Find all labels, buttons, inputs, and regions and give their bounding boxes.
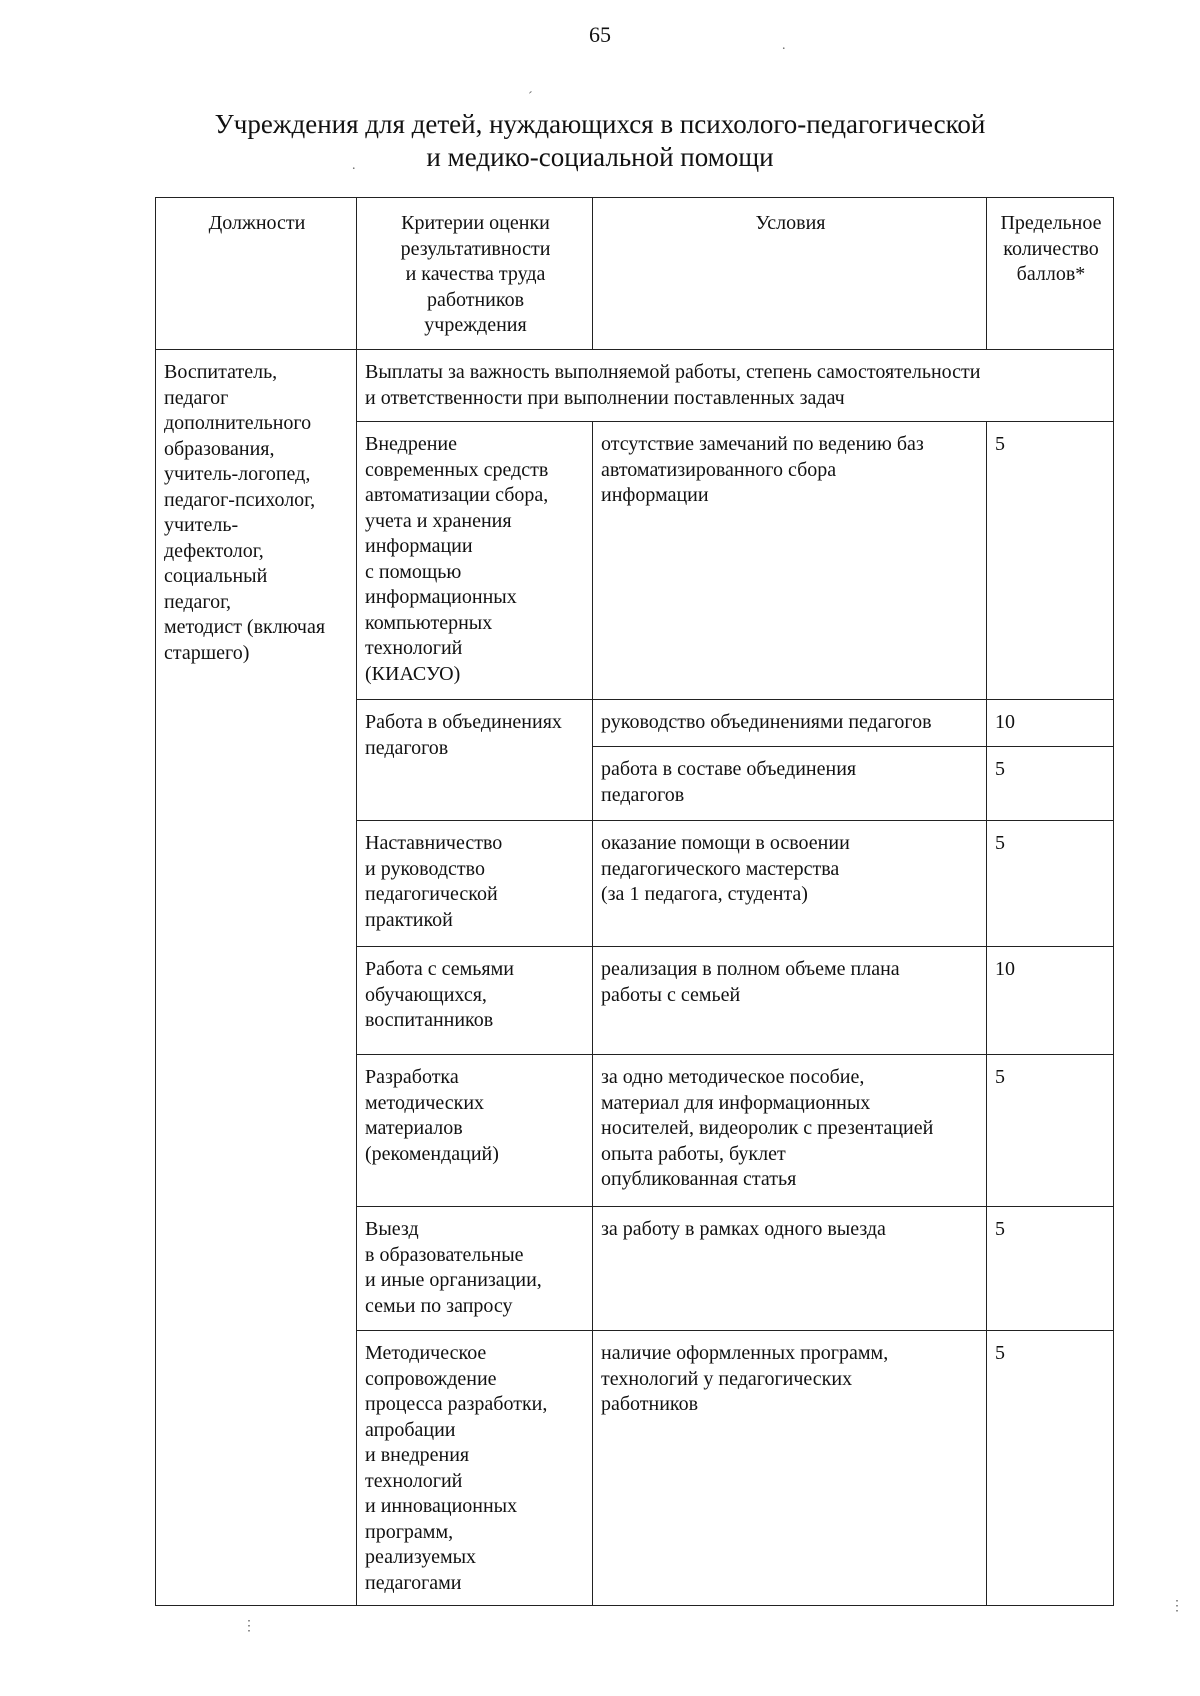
points-cell: 5 xyxy=(987,1207,1114,1331)
points-cell: 5 xyxy=(987,821,1114,947)
header-conditions: Условия xyxy=(593,198,987,350)
scan-artifact: ⋮ xyxy=(1170,1599,1184,1614)
condition-cell: руководство объединениями педагогов xyxy=(593,700,987,747)
criterion-cell: Выезд в образовательные и иные организации, семьи по запросу xyxy=(357,1207,593,1331)
page-title-line-1: Учреждения для детей, нуждающихся в психолого-педагогической xyxy=(214,109,986,139)
header-criteria: Критерии оценки результативности и качества труда работников учреждения xyxy=(357,198,593,350)
condition-cell: работа в составе объединения педагогов xyxy=(593,747,987,821)
points-cell: 5 xyxy=(987,422,1114,700)
positions-cell: Воспитатель, педагог дополнительного образования, учитель-логопед, педагог-психолог, учитель- дефектолог, социальный педагог, методист (включая старшего) xyxy=(156,350,357,1606)
scan-artifact: . xyxy=(352,158,356,173)
page-title xyxy=(150,108,1050,174)
group-heading: Выплаты за важность выполняемой работы, степень самостоятельности и ответственности при выполнении поставленных задач xyxy=(357,350,1114,422)
scan-artifact: . xyxy=(782,38,786,53)
points-cell: 10 xyxy=(987,947,1114,1055)
condition-cell: за работу в рамках одного выезда xyxy=(593,1207,987,1331)
header-max-points: Предельное количество баллов* xyxy=(987,198,1114,350)
criterion-cell: Работа с семьями обучающихся, воспитанников xyxy=(357,947,593,1055)
scan-artifact: ⋮ xyxy=(242,1619,256,1634)
criterion-cell: Внедрение современных средств автоматизации сбора, учета и хранения информации с помощью информационных компьютерных технологий (КИАСУО) xyxy=(357,422,593,700)
condition-cell: оказание помощи в освоении педагогического мастерства (за 1 педагога, студента) xyxy=(593,821,987,947)
points-cell: 5 xyxy=(987,1055,1114,1207)
scan-artifact: ´ xyxy=(528,90,533,105)
page-number: 65 xyxy=(589,22,611,47)
criterion-cell: Наставничество и руководство педагогической практикой xyxy=(357,821,593,947)
criteria-table xyxy=(155,197,1114,1606)
criterion-cell: Методическое сопровождение процесса разработки, апробации и внедрения технологий и инновационных программ, реализуемых педагогами xyxy=(357,1331,593,1606)
table-header-row xyxy=(156,198,1114,350)
condition-cell: реализация в полном объеме плана работы с семьей xyxy=(593,947,987,1055)
points-cell: 5 xyxy=(987,747,1114,821)
points-cell: 5 xyxy=(987,1331,1114,1606)
condition-cell: наличие оформленных программ, технологий у педагогических работников xyxy=(593,1331,987,1606)
group-heading-row xyxy=(156,350,1114,422)
criterion-cell: Разработка методических материалов (рекомендаций) xyxy=(357,1055,593,1207)
points-cell: 10 xyxy=(987,700,1114,747)
header-positions: Должности xyxy=(156,198,357,350)
page-title-line-2: и медико-социальной помощи xyxy=(426,142,774,172)
criterion-cell: Работа в объединениях педагогов xyxy=(357,700,593,821)
condition-cell: отсутствие замечаний по ведению баз автоматизированного сбора информации xyxy=(593,422,987,700)
condition-cell: за одно методическое пособие, материал для информационных носителей, видеоролик с презентацией опыта работы, буклет опубликованная статья xyxy=(593,1055,987,1207)
